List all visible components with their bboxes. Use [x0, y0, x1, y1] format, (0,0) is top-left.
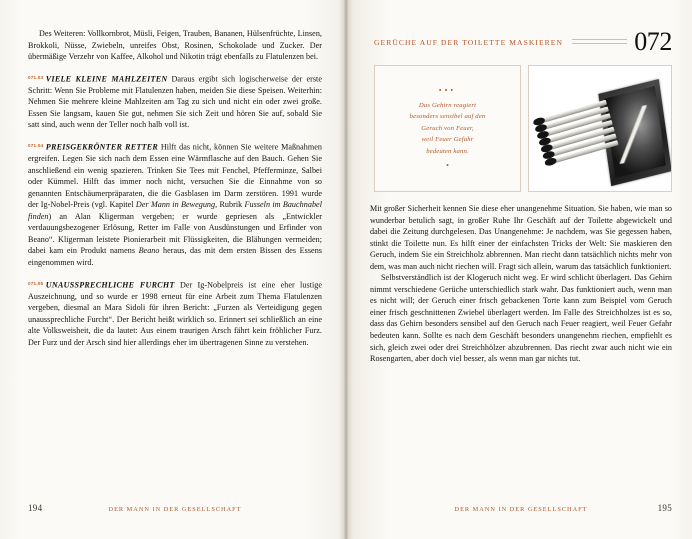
matches-and-matchbox-photo — [528, 65, 672, 192]
left-running-head: DER MANN IN DER GESELLSCHAFT — [108, 506, 242, 513]
figure-row — [374, 65, 672, 192]
entry-number-071-05: 071.05 — [28, 280, 44, 286]
entry-body-071-04-part4: heraus, das mit dem ersten Bissen des Essens eingenommen wird. — [28, 246, 322, 268]
entry-body-071-05: Der Ig-Nobelpreis ist eine eher lustige Auszeichnung, und so wurde er 1998 erneut für eine Arbeit zum Thema Flatulenzen vergeben, diesmal an Mara Sidoli für ihren Bericht: „Furzen als Verteidigung gegen unaussprechliche Furcht“. Der Bericht heißt wirklich so. Erinnert sei schließlich an eine alte Volksweisheit, die da lautet: Aus einem traurigen Arsch fährt kein fröhlicher Furz. Der Furz und der Arsch sind hier allerdings eher im übertragenen Sinne zu verstehen. — [28, 280, 322, 347]
pull-quote-line-2: besonders sensibel auf den — [409, 113, 486, 121]
left-intro-paragraph: Des Weiteren: Vollkornbrot, Müsli, Feigen, Trauben, Bananen, Hülsenfrüchte, Linsen, Brokkoli, Nüsse, Zwiebeln, unreifes Obst, Rosinen, Schokolade und Zucker. Der übermäßige Verzehr von Kaffee, Alkohol und Nikotin trägt ebenfalls zu Flatulenzen bei. — [28, 29, 322, 62]
pull-quote-text — [410, 100, 486, 157]
entry-body-071-03: Daraus ergibt sich logischerweise der erste Schritt: Wenn Sie Probleme mit Flatulenzen haben, meiden Sie diese Speisen. Weiterhin: Nehmen Sie mehrere kleine Mahlzeiten am Tag zu sich und nicht ein oder zwei große. Essen Sie langsam, kauen Sie gut, nehmen Sie sich Zeit und hören Sie auf, sobald Sie satt sind, auch wenn der Teller noch halb voll ist. — [28, 74, 322, 130]
entry-italic-071-04-1: Der Mann in Bewegung — [135, 200, 216, 210]
chapter-title: GERÜCHE AUF DER TOILETTE MASKIEREN — [374, 37, 563, 47]
quote-dots-top-icon: ••• — [438, 85, 457, 95]
entry-071-04 — [28, 140, 322, 269]
right-page-number: 195 — [657, 503, 672, 513]
entry-body-071-04-part2: , Rubrik — [215, 200, 245, 210]
photo-inner — [529, 66, 671, 191]
right-paragraph-2: Selbstverständlich ist der Klogeruch nicht weg. Er wird schlicht überlagert. Das Gehirn nimmt verschiedene Gerüche unterschiedlich stark wahr. Das funktioniert auch, wenn man es nicht will; der Geruch einer frisch gebackenen Torte kann zum Beispiel vom Geruch einer frisch geschnittenen Zwiebel überlagert werden. Im Falle des Streichholzes ist es so, dass das Gehirn besonders sensibel auf den Geruch nach Feuer reagiert, weil Feuer Gefahr bedeuten kann. Sollte es nach dem Geschäft besonders unangenehm riechen, empfiehlt es sich, gleich zwei oder drei Streichhölzer abzubrennen. Das riecht zwar auch nicht wie ein Rosengarten, aber doch viel besser, als wenn man gar nichts tut. — [370, 273, 672, 364]
pull-quote-line-1: Das Gehirn reagiert — [418, 101, 477, 109]
right-paragraph-1: Mit großer Sicherheit kennen Sie diese eher unangenehme Situation. Sie haben, wie man so wunderbar betulich sagt, in großer Ruhe Ihr Geschäft auf der Toilette abgewickelt und dabei die Zeitung durchgelesen. Das Unangenehme: Je nachdem, was Sie gegessen haben, stinkt die Toilette nun. Es hilft einer der einfachsten Tricks der Welt: Sie maskieren den Geruch, indem Sie ein Streichholz abbrennen. Man riecht dann tatsächlich nichts mehr von dem, was man auch nicht riechen will. Fragt sich allein, warum das tatsächlich funktioniert. — [370, 204, 672, 271]
entry-071-03 — [28, 72, 322, 131]
chapter-number: 072 — [634, 27, 672, 56]
right-page — [346, 0, 692, 539]
entry-title-071-05: UNAUSSPRECHLICHE FURCHT — [45, 280, 175, 290]
entry-title-071-04: PREISGEKRÖNTER RETTER — [45, 142, 159, 152]
pull-quote-line-4: weil Feuer Gefahr — [421, 136, 474, 144]
entry-071-05 — [28, 278, 322, 349]
header-double-rule — [572, 38, 627, 46]
pull-quote-line-3: Geruch von Feuer, — [421, 124, 474, 132]
entry-number-071-04: 071.04 — [28, 142, 44, 148]
entry-body-071-04-part3: ) an Alan Kligerman vergeben; er wurde gepriesen als „Entwickler verdauungsbezogener Erlösung, Retter im Falle von Ausdünstungen und Erfinder von Beano“. Kligerman leistete Pionierarbeit mit Flüssigkeiten, die Blähungen vermeiden; dabei kam ein Produkt namens — [28, 211, 322, 256]
left-page-footer — [0, 503, 346, 513]
quote-dots-bottom-icon: • — [446, 161, 449, 171]
entry-italic-071-04-3: Beano — [138, 246, 160, 256]
entry-title-071-03: VIELE KLEINE MAHLZEITEN — [45, 74, 168, 84]
entry-body-071-04-part1: Hilft das nicht, können Sie weitere Maßnahmen ergreifen. Legen Sie sich nach dem Essen eine Wärmflasche auf den Bauch. Gehen Sie anschließend ein wenig spazieren. Trinken Sie Tees mit Fenchel, Pfefferminze, Salbei oder Kümmel. Hilft das immer noch nicht, versuchen Sie die Einnahme von so genannten Entschäumerpräparaten, die die Gasblasen im Darm zerstören. 1991 wurde der Ig-Nobel-Preis (vgl. Kapitel — [28, 142, 322, 210]
left-page-number: 194 — [28, 503, 43, 513]
chapter-header — [374, 28, 672, 56]
pull-quote-line-5: bedeuten kann. — [426, 147, 469, 155]
right-page-footer — [346, 503, 692, 513]
pull-quote-box — [374, 65, 521, 192]
right-running-head: DER MANN IN DER GESELLSCHAFT — [454, 506, 588, 513]
matchbox-single-match-graphic — [618, 105, 650, 164]
entry-italic-071-04-2: Fusseln im Bauchnabel finden — [28, 200, 322, 221]
entry-number-071-03: 071.03 — [28, 74, 44, 80]
